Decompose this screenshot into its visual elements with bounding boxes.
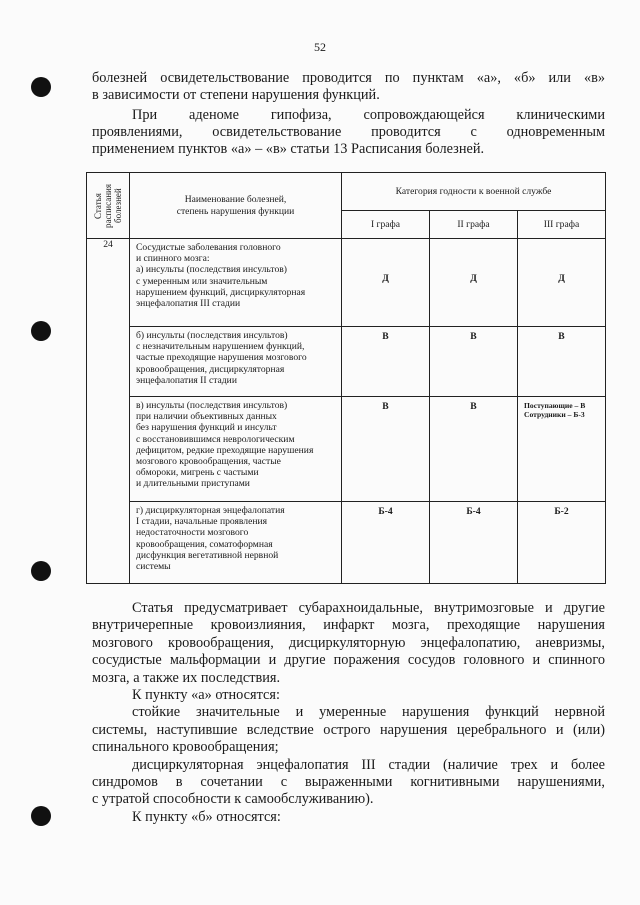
- row-description: Сосудистые заболевания головного и спинного мозга: а) инсульты (последствия инсультов) с умеренным или значительным нарушением функций, дисциркуляторная энцефалопатия III стадии: [136, 242, 306, 310]
- binder-hole-4: [31, 806, 51, 826]
- header-name: [130, 173, 342, 239]
- header-name-label: Наименование болезней, степень нарушения функции: [176, 194, 295, 217]
- text-line: стойкие значительные и умеренные нарушения функций нервной: [132, 704, 605, 721]
- category-value: Д: [470, 273, 477, 284]
- row-d-col2: [430, 502, 518, 584]
- article-commentary: [92, 600, 605, 826]
- row-a-text: [130, 239, 342, 327]
- text-line: дисциркуляторная энцефалопатия III стадии (наличие трех и более: [132, 756, 605, 773]
- row-c-col2: [430, 397, 518, 502]
- header-category: Категория годности к военной службе: [342, 173, 606, 211]
- row-a-col2: [430, 239, 518, 327]
- text-line: мозга, а также их последствия.: [92, 669, 281, 686]
- text-line: К пункту «б» относятся:: [132, 808, 281, 825]
- intro-text-2: [92, 107, 605, 158]
- table-row: [87, 327, 606, 397]
- header-article-label: Статья расписания болезней: [93, 183, 123, 228]
- category-value: Б-2: [554, 506, 569, 517]
- binder-hole-3: [31, 561, 51, 581]
- category-value: В: [382, 401, 389, 412]
- row-description: в) инсульты (последствия инсультов) при наличии объективных данных без нарушения функций и инсульт с восстановившимся неврологическим дефицитом, редкие преходящие нарушения мозгового кровообращения, частые обмороки, мигрень с частыми и длительными приступами: [136, 400, 314, 490]
- disease-schedule-table: [86, 172, 606, 584]
- text-line: Статья предусматривает субарахноидальные, внутримозговые и другие: [132, 600, 605, 616]
- text-line: мозгового кровообращения, дисциркуляторную энцефалопатию, аневризмы,: [92, 634, 605, 651]
- row-a-col1: [342, 239, 430, 327]
- row-c-text: [130, 397, 342, 502]
- row-b-col1: [342, 327, 430, 397]
- row-b-col3: [518, 327, 606, 397]
- category-value: Д: [558, 273, 565, 284]
- text-line: При аденоме гипофиза, сопровождающейся клиническими: [132, 107, 605, 123]
- row-description: г) дисциркуляторная энцефалопатия I стадии, начальные проявления недостаточности мозгового кровообращения, соматоформная дисфункция вегетативной нервной системы: [136, 505, 285, 573]
- category-value: Б-4: [378, 506, 393, 517]
- header-col1: I графа: [342, 211, 430, 239]
- category-value: В: [470, 331, 477, 342]
- row-d-col3: [518, 502, 606, 584]
- text-line: проявлениями, освидетельствование проводится с одновременным: [92, 124, 605, 140]
- category-value: В: [382, 331, 389, 342]
- row-d-text: [130, 502, 342, 584]
- binder-hole-1: [31, 77, 51, 97]
- row-b-text: [130, 327, 342, 397]
- text-line: внутричерепные кровоизлияния, инфаркт мозга, преходящие нарушения: [92, 617, 605, 634]
- text-line: системы, наступившие вследствие острого нарушения церебрального и (или): [92, 721, 605, 738]
- row-a-col3: [518, 239, 606, 327]
- text-line: спинального кровообращения;: [92, 739, 279, 756]
- table-row: [87, 239, 606, 327]
- category-value: В: [558, 331, 565, 342]
- text-line: в зависимости от степени нарушения функций.: [92, 87, 380, 103]
- text-line: синдромов в сочетании с выраженными когнитивными нарушениями,: [92, 774, 605, 791]
- row-c-col3: [518, 397, 606, 502]
- intro-text: [92, 70, 605, 104]
- page-number: 52: [314, 40, 326, 54]
- row-d-col1: [342, 502, 430, 584]
- row-description: б) инсульты (последствия инсультов) с незначительным нарушением функций, частые преходящие нарушения мозгового кровообращения, дисциркуляторная энцефалопатия II стадии: [136, 330, 307, 386]
- text-line: применением пунктов «а» – «в» статьи 13 Расписания болезней.: [92, 141, 485, 157]
- category-value: Д: [382, 273, 389, 284]
- header-col3: III графа: [518, 211, 606, 239]
- category-value: Поступающие – В Сотрудники – Б-3: [524, 401, 586, 419]
- text-line: К пункту «а» относятся:: [132, 687, 280, 704]
- table-row: [87, 502, 606, 584]
- row-b-col2: [430, 327, 518, 397]
- binder-hole-2: [31, 321, 51, 341]
- text-line: болезней освидетельствование проводится по пунктам «а», «б» или «в»: [92, 70, 605, 86]
- category-value: В: [470, 401, 477, 412]
- table-row: [87, 397, 606, 502]
- text-line: сосудистые мальформации и другие поражения сосудов головного и спинного: [92, 652, 605, 669]
- article-number: 24: [87, 239, 130, 584]
- text-line: с утратой способности к самообслуживанию).: [92, 791, 374, 808]
- row-c-col1: [342, 397, 430, 502]
- header-col2: II графа: [430, 211, 518, 239]
- header-article: [87, 173, 130, 239]
- category-value: Б-4: [466, 506, 481, 517]
